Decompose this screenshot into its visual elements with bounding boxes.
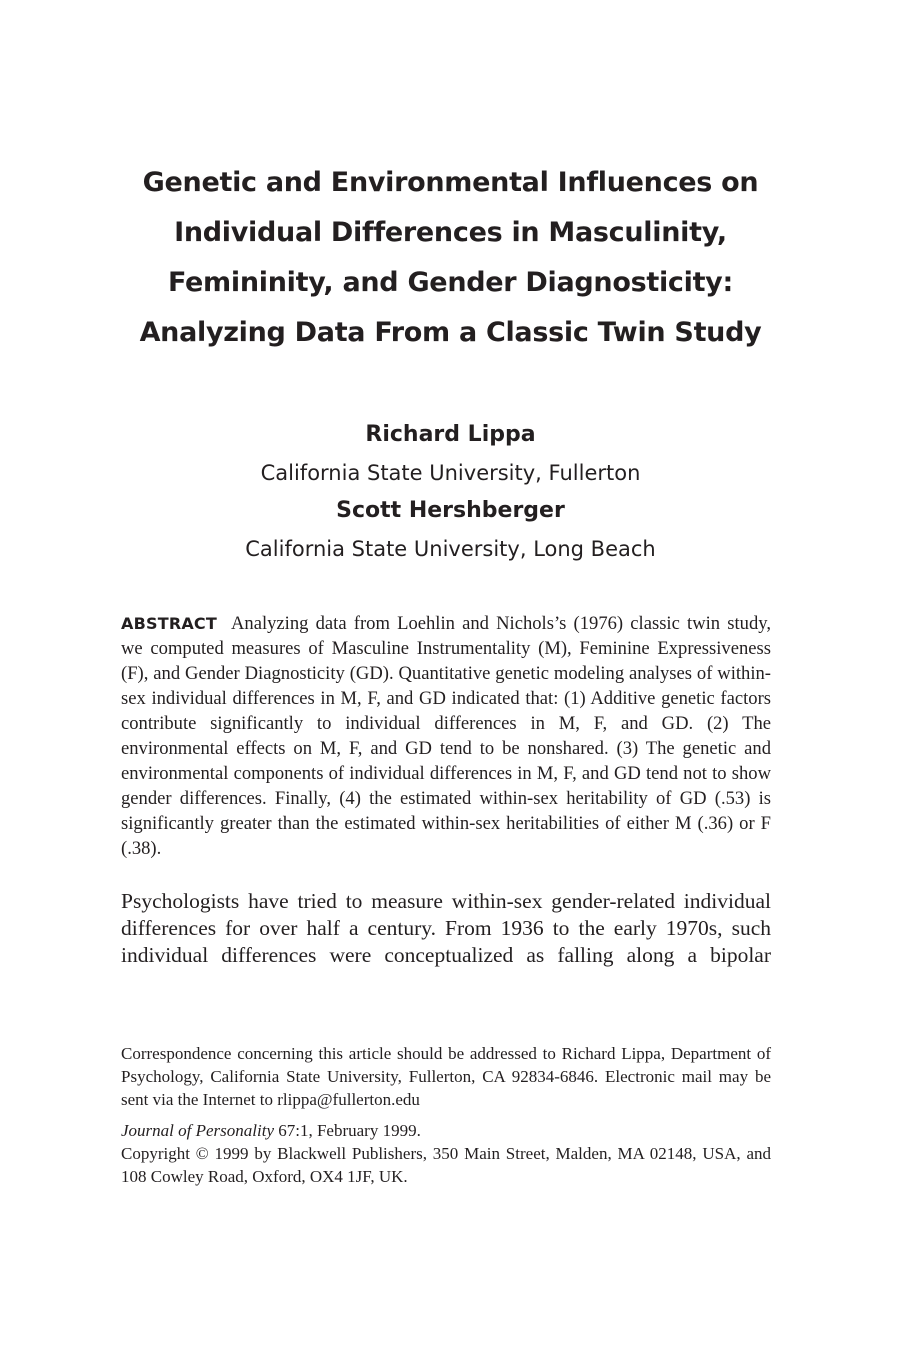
- author-affiliation-2: California State University, Long Beach: [245, 537, 656, 561]
- correspondence-note: Correspondence concerning this article should be addressed to Richard Lippa, Department of Psychology, California State University, Fullerton, CA 92834-6846. Electronic mail may be sent via the Internet to rlippa@fullerton.edu: [121, 1044, 771, 1109]
- journal-name: Journal of Personality: [121, 1121, 274, 1140]
- author-name-1: Richard Lippa: [365, 422, 536, 447]
- abstract-label: ABSTRACT: [121, 614, 217, 633]
- copyright-notice: Copyright © 1999 by Blackwell Publishers, 350 Main Street, Malden, MA 02148, USA, and 108 Cowley Road, Oxford, OX4 1JF, UK.: [121, 1144, 771, 1186]
- author-name-2: Scott Hershberger: [336, 498, 565, 523]
- journal-issue: 67:1, February 1999.: [273, 1121, 421, 1140]
- body-paragraph: Psychologists have tried to measure within-sex gender-related individual differences for over half a century. From 1936 to the early 1970s, such individual differences were conceptualized as falling along a bipolar: [121, 889, 771, 967]
- article-title: [100, 158, 801, 358]
- journal-info: [121, 1119, 771, 1188]
- author-affiliation-1: California State University, Fullerton: [260, 461, 641, 485]
- author-block: [100, 416, 801, 568]
- title-line: Analyzing Data From a Classic Twin Study: [139, 317, 762, 348]
- abstract: [121, 611, 771, 861]
- title-line: Genetic and Environmental Influences on: [142, 167, 759, 198]
- title-line: Individual Differences in Masculinity,: [174, 217, 727, 248]
- title-line: Femininity, and Gender Diagnosticity:: [168, 267, 733, 298]
- abstract-text: Analyzing data from Loehlin and Nichols’s (1976) classic twin study, we computed measures of Masculine Instrumentality (M), Feminine Expressiveness (F), and Gender Diagnosticity (GD). Quantitative genetic modeling analyses of within-sex individual differences in M, F, and GD indicated that: (1) Additive genetic factors contribute significantly to individual differences in M, F, and GD. (2) The environmental effects on M, F, and GD tend to be nonshared. (3) The genetic and environmental components of individual differences in M, F, and GD tend not to show gender differences. Finally, (4) the estimated within-sex heritability of GD (.53) is significantly greater than the estimated within-sex heritabilities of either M (.36) or F (.38).: [121, 613, 771, 859]
